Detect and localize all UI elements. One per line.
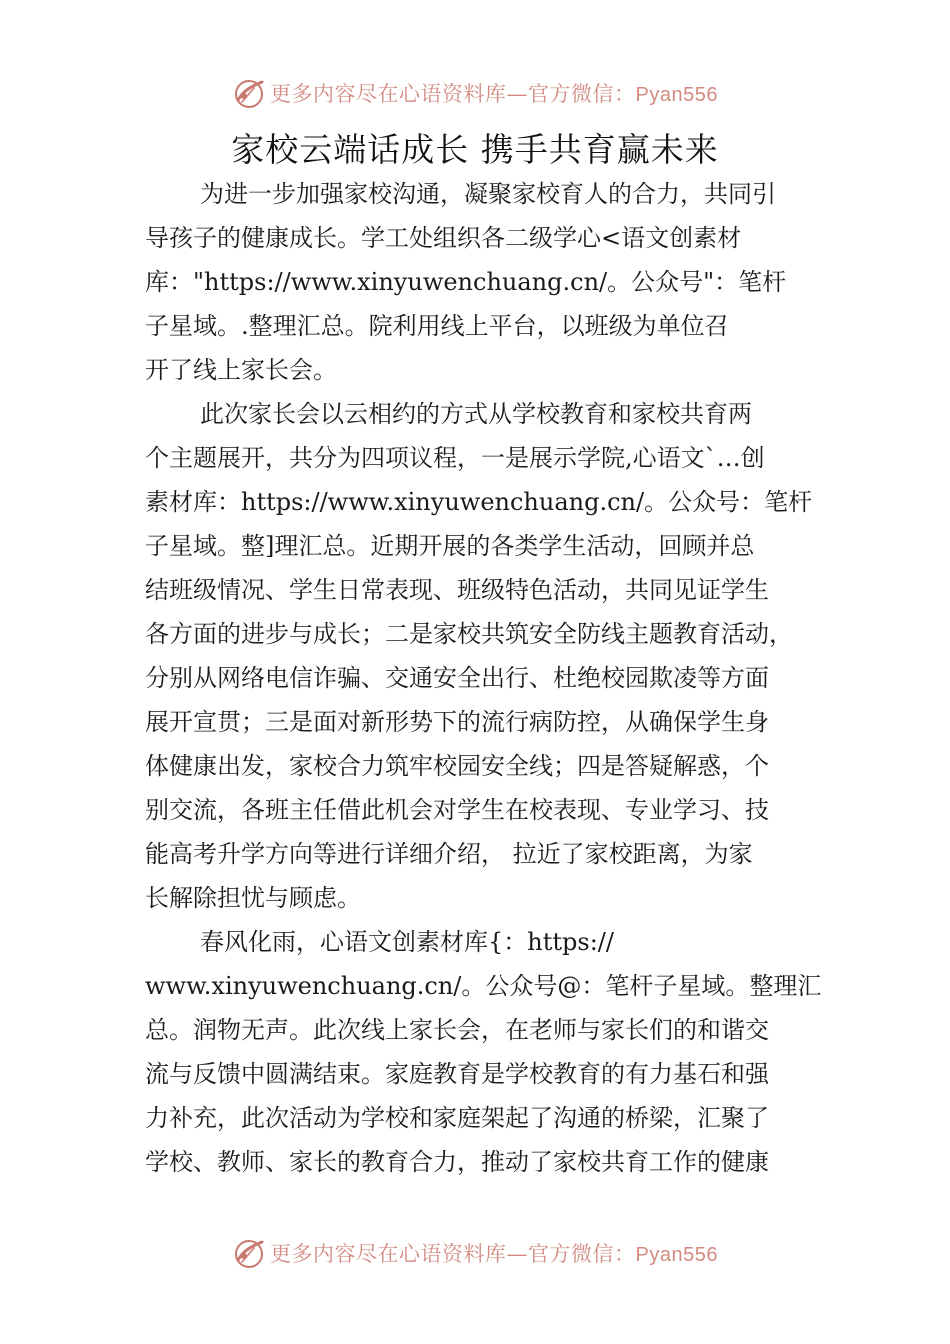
watermark-account: Pyan556 [635,1244,718,1266]
text-line: 库："https://www.xinyuwenchuang.cn/。公众号"：笔杆 [145,268,787,296]
text-line: 子星域。.整理汇总。院利用线上平台，以班级为单位召 [145,312,729,340]
paragraph-3 [145,920,825,1184]
text-line: 子星域。整]理汇总。近期开展的各类学生活动，回顾并总 [145,532,755,560]
watermark-text: 更多内容尽在心语资料库—官方微信：Pyan556 [270,82,718,106]
brand-logo-icon [232,1236,266,1270]
text-line: 导孩子的健康成长。学工处组织各二级学心<语文创素材 [145,224,742,252]
text-line: 学校、教师、家长的教育合力，推动了家校共育工作的健康 [145,1148,769,1176]
document-body [145,172,825,1184]
text-line: 流与反馈中圆满结束。家庭教育是学校教育的有力基石和强 [145,1060,769,1088]
page-title: 家校云端话成长 携手共育赢未来 [231,130,719,169]
paragraph-1 [145,172,825,392]
text-line: www.xinyuwenchuang.cn/。公众号@：笔杆子星域。整理汇 [145,972,822,1000]
text-line: 开了线上家长会。 [145,356,337,384]
text-line: 个主题展开，共分为四项议程，一是展示学院,心语文`…创 [145,444,765,472]
text-line: 别交流，各班主任借此机会对学生在校表现、专业学习、技 [145,796,769,824]
text-line: 总。润物无声。此次线上家长会，在老师与家长们的和谐交 [145,1016,769,1044]
text-line: 体健康出发，家校合力筑牢校园安全线；四是答疑解惑，个 [145,752,769,780]
text-line: 能高考升学方向等进行详细介绍， 拉近了家校距离，为家 [145,840,753,868]
text-line: 素材库：https://www.xinyuwenchuang.cn/。公众号：笔杆 [145,488,813,516]
text-line: 各方面的进步与成长；二是家校共筑安全防线主题教育活动， [145,620,793,648]
watermark-account: Pyan556 [635,84,718,106]
footer-watermark [0,1233,950,1273]
text-line: 春风化雨，心语文创素材库{：https:// [200,928,614,956]
header-watermark [0,73,950,113]
text-line: 分别从网络电信诈骗、交通安全出行、杜绝校园欺凌等方面 [145,664,769,692]
text-line: 力补充，此次活动为学校和家庭架起了沟通的桥梁，汇聚了 [145,1104,769,1132]
text-line: 长解除担忧与顾虑。 [145,884,361,912]
paragraph-2 [145,392,825,920]
text-line: 为进一步加强家校沟通，凝聚家校育人的合力，共同引 [200,180,776,208]
text-line: 展开宣贯；三是面对新形势下的流行病防控，从确保学生身 [145,708,769,736]
brand-logo-icon [232,76,266,110]
text-line: 此次家长会以云相约的方式从学校教育和家校共育两 [200,400,752,428]
text-line: 结班级情况、学生日常表现、班级特色活动，共同见证学生 [145,576,769,604]
watermark-text: 更多内容尽在心语资料库—官方微信：Pyan556 [270,1242,718,1266]
